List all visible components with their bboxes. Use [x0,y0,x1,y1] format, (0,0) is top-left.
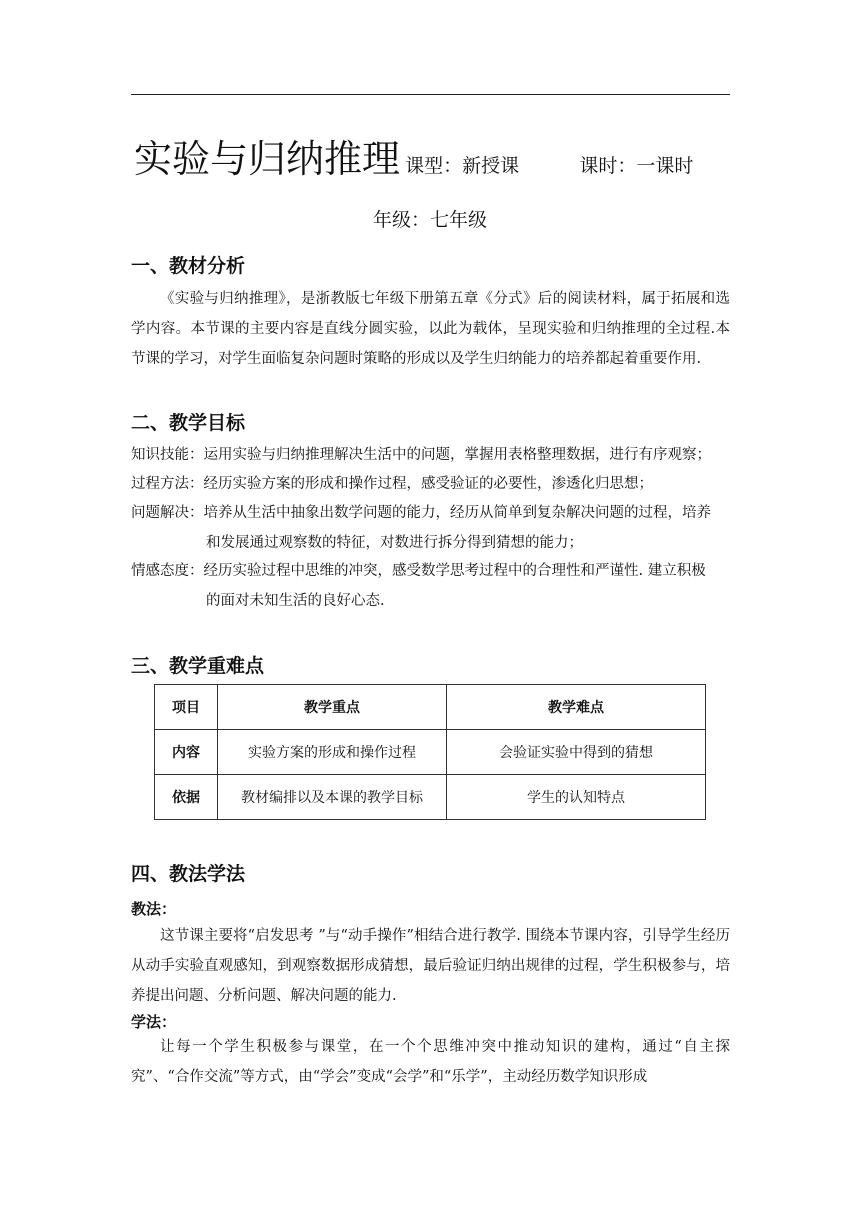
title-row [134,128,734,183]
goal-text-continued: 和发展通过观察数的特征，对数进行拆分得到猜想的能力； [206,534,583,551]
key-points-table [154,684,706,820]
lesson-time: 课时：一课时 [579,155,694,177]
section-heading-key-points: 三、教学重难点 [131,655,265,677]
section-heading-analysis: 一、教材分析 [131,255,246,277]
table-header-cell: 项目 [155,685,218,730]
goal-label: 知识技能： [131,447,204,463]
goal-item-knowledge [131,441,731,471]
goal-label: 问题解决： [131,505,204,521]
goal-item-attitude [131,557,731,616]
goal-label: 情感态度： [131,563,204,579]
table-row [155,775,706,820]
table-cell: 教材编排以及本课的教学目标 [218,775,447,820]
table-cell: 依据 [155,775,218,820]
page-title: 实验与归纳推理 [134,137,401,181]
table-header-row [155,685,706,730]
teaching-method-label: 教法： [131,900,177,918]
table-cell: 会验证实验中得到的猜想 [447,730,706,775]
grade-label: 年级：七年级 [372,209,487,231]
goal-text: 经历实验过程中思维的冲突，感受数学思考过程中的合理性和严谨性. 建立积极 [203,563,706,579]
goal-text-continued: 的面对未知生活的良好心态. [206,592,385,609]
section-heading-methods: 四、教法学法 [131,863,246,885]
table-cell: 实验方案的形成和操作过程 [218,730,447,775]
table-header-cell: 教学难点 [447,685,706,730]
header-rule [131,94,730,95]
table-row [155,730,706,775]
table-cell: 学生的认知特点 [447,775,706,820]
goal-text: 培养从生活中抽象出数学问题的能力，经历从简单到复杂解决问题的过程，培养 [203,505,711,521]
analysis-paragraph: 《实验与归纳推理》，是浙教版七年级下册第五章《分式》后的阅读材料，属于拓展和选学内容。本节课的主要内容是直线分圆实验，以此为载体，呈现实验和归纳推理的全过程.本节课的学习，对学生面临复杂问题时策略的形成以及学生归纳能力的培养都起着重要作用. [131,291,730,367]
table-header-cell: 教学重点 [218,685,447,730]
learning-method-paragraph: 让每一个学生积极参与课堂，在一个个思维冲突中推动知识的建构，通过“自主探究”、“合作交流”等方式，由“学会”变成“会学”和“乐学”，主动经历数学知识形成 [131,1039,730,1085]
goal-text: 经历实验方案的形成和操作过程，感受验证的必要性，渗透化归思想； [203,476,653,492]
table-cell: 内容 [155,730,218,775]
goal-label: 过程方法： [131,476,204,492]
section-heading-goals: 二、教学目标 [131,412,246,434]
goal-item-process [131,470,731,500]
teaching-method-paragraph: 这节课主要将“启发思考 ”与“动手操作”相结合进行教学. 围绕本节课内容，引导学生经历从动手实验直观感知，到观察数据形成猜想，最后验证归纳出规律的过程，学生积极参与，培养提出问题、分析问题、解决问题的能力. [131,928,730,1004]
lesson-type: 课型：新授课 [405,155,520,177]
goal-text: 运用实验与归纳推理解决生活中的问题，掌握用表格整理数据，进行有序观察； [203,447,711,463]
goal-item-problem [131,499,731,558]
learning-method-label: 学法： [131,1013,177,1031]
